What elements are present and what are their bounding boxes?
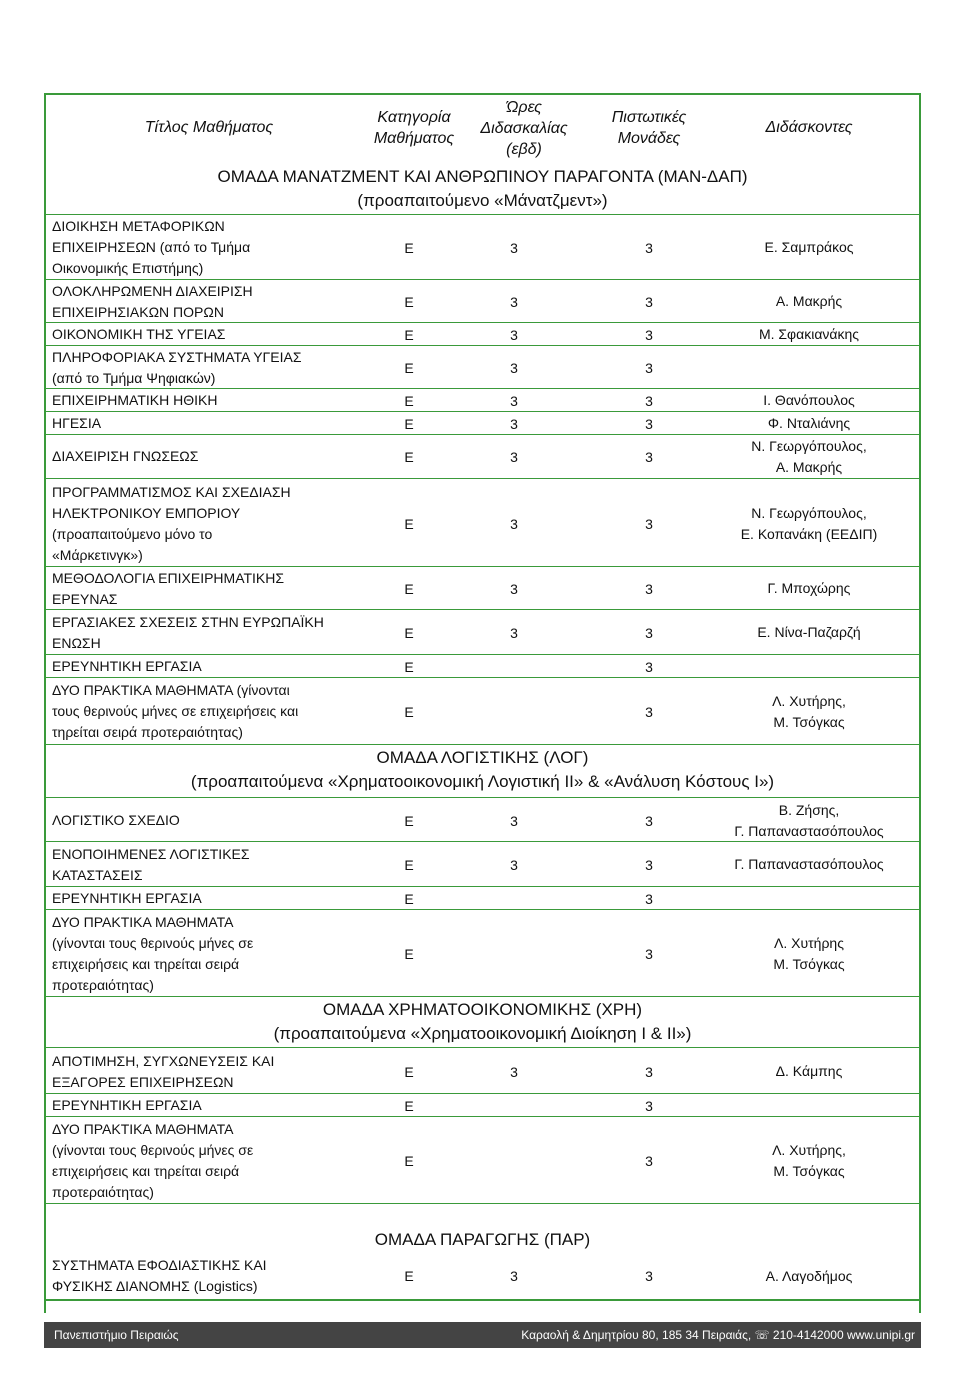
- course-category: Ε: [404, 515, 414, 532]
- course-teachers: [704, 347, 914, 388]
- group-log-line2: (προαπαιτούμενα «Χρηματοοικονομική Λογιστική ΙΙ» & «Ανάλυση Κόστους Ι»): [190, 772, 775, 791]
- group-par-line1: ΟΜΑΔΑ ΠΑΡΑΓΩΓΗΣ (ΠΑΡ): [374, 1230, 591, 1249]
- header-teachers: Διδάσκοντες: [765, 119, 853, 136]
- course-teachers: [704, 1253, 914, 1299]
- course-row: [44, 568, 921, 610]
- course-teachers: [704, 390, 914, 411]
- course-title-line: ΜΕΘΟΔΟΛΟΓΙΑ ΕΠΙΧΕΙΡΗΜΑΤΙΚΗΣ: [52, 569, 285, 586]
- teacher-name: Α. Λαγοδήμος: [765, 1267, 853, 1284]
- teacher-name: Μ. Τσόγκας: [773, 713, 845, 730]
- footer-university: Πανεπιστήμιο Πειραιώς: [54, 1328, 179, 1342]
- teacher-name: Λ. Χυτήρης,: [772, 1141, 846, 1158]
- group-log-heading: [44, 746, 921, 798]
- group-xrh-line1: ΟΜΑΔΑ ΧΡΗΜΑΤΟΟΙΚΟΝΟΜΙΚΗΣ (ΧΡΗ): [322, 1000, 643, 1019]
- course-title: [52, 800, 352, 841]
- course-row: [44, 611, 921, 655]
- teacher-name: Ε. Νίνα-Παζαρζή: [757, 624, 861, 640]
- group-man-line1: ΟΜΑΔΑ ΜΑΝΑΤΖΜΕΝΤ ΚΑΙ ΑΝΘΡΩΠΙΝΟΥ ΠΑΡΑΓΟΝΤΑ (ΜΑΝ-ΔΑΠ): [217, 167, 748, 186]
- course-teachers: [704, 911, 914, 996]
- course-title-line: ΕΡΕΥΝΑΣ: [52, 590, 118, 607]
- course-credits: 3: [645, 890, 653, 907]
- teacher-name: Δ. Κάμπης: [775, 1063, 843, 1079]
- course-row: [44, 324, 921, 346]
- course-title: [52, 679, 352, 744]
- course-credits: 3: [645, 1152, 653, 1169]
- course-title: [52, 435, 352, 478]
- course-category: Ε: [404, 239, 414, 256]
- course-credits: 3: [645, 448, 653, 465]
- course-title-line: ΕΠΙΧΕΙΡΗΣΙΑΚΩΝ ΠΟΡΩΝ: [52, 303, 224, 320]
- group-par-heading: [44, 1203, 921, 1253]
- course-title-line: ΕΞΑΓΟΡΕΣ ΕΠΙΧΕΙΡΗΣΕΩΝ: [52, 1073, 234, 1090]
- course-title-line: ΟΛΟΚΛΗΡΩΜΕΝΗ ΔΙΑΧΕΙΡΙΣΗ: [52, 282, 253, 299]
- course-teachers: [704, 888, 914, 909]
- course-title-line: επιχειρήσεις και τηρείται σειρά: [52, 1162, 240, 1179]
- course-hours: 3: [510, 1063, 518, 1080]
- header-category: [354, 95, 474, 161]
- course-teachers: [704, 656, 914, 677]
- course-credits: 3: [645, 856, 653, 873]
- group-man-line2: (προαπαιτούμενο «Μάνατζμεντ»): [357, 191, 608, 210]
- course-row: [44, 413, 921, 435]
- course-row: [44, 679, 921, 745]
- course-teachers: [704, 413, 914, 434]
- course-title-line: ΗΛΕΚΤΡΟΝΙΚΟΥ ΕΜΠΟΡΙΟΥ: [52, 504, 241, 521]
- course-title-line: ΔΥΟ ΠΡΑΚΤΙΚΑ ΜΑΘΗΜΑΤΑ: [52, 1120, 234, 1137]
- teacher-name: Γ. Μποχώρης: [767, 580, 851, 596]
- course-title: [52, 324, 352, 345]
- header-hours-l1: Ώρες: [506, 98, 542, 116]
- course-row: [44, 800, 921, 842]
- course-hours: 3: [510, 448, 518, 465]
- teacher-name: Μ. Τσόγκας: [773, 955, 845, 972]
- course-credits: 3: [645, 359, 653, 376]
- course-category: Ε: [404, 448, 414, 465]
- header-hours-l3: (εβδ): [506, 140, 542, 158]
- group-xrh-line2: (προαπαιτούμενα «Χρηματοοικονομική Διοίκηση Ι & ΙΙ»): [273, 1024, 692, 1043]
- footer-contact: Καραολή & Δημητρίου 80, 185 34 Πειραιάς, ☏ 210-4142000 www.unipi.gr: [521, 1328, 915, 1342]
- course-hours: [499, 1118, 529, 1203]
- course-title-line: ΗΓΕΣΙΑ: [52, 415, 102, 431]
- course-category: Ε: [404, 856, 414, 873]
- course-row: [44, 843, 921, 887]
- table-header: [44, 95, 921, 161]
- course-title: [52, 888, 352, 909]
- course-teachers: [704, 281, 914, 322]
- course-title: [52, 843, 352, 886]
- course-row: [44, 1253, 921, 1301]
- course-hours: 3: [510, 1268, 518, 1284]
- course-category: Ε: [404, 1268, 414, 1284]
- course-credits: 3: [645, 415, 653, 432]
- course-category: Ε: [404, 415, 414, 432]
- course-hours: [499, 656, 529, 677]
- course-row: [44, 281, 921, 323]
- course-title-line: (από το Τμήμα Ψηφιακών): [52, 369, 216, 386]
- course-title-line: τους θερινούς μήνες σε επιχειρήσεις και: [52, 703, 299, 719]
- course-hours: [499, 911, 529, 996]
- teacher-name: Μ. Σφακιανάκης: [758, 326, 860, 342]
- teacher-name: Ε. Σαμπράκος: [764, 239, 854, 255]
- course-hours: 3: [510, 239, 518, 256]
- course-title-line: ΔΥΟ ΠΡΑΚΤΙΚΑ ΜΑΘΗΜΑΤΑ: [52, 913, 234, 930]
- course-title-line: ΔΥΟ ΠΡΑΚΤΙΚΑ ΜΑΘΗΜΑΤΑ (γίνονται: [52, 682, 290, 698]
- teacher-name: Ι. Θανόπουλος: [763, 392, 855, 408]
- header-credits-l2: Μονάδες: [617, 130, 681, 147]
- course-category: Ε: [404, 359, 414, 376]
- course-row: [44, 656, 921, 678]
- course-title-line: ΣΥΣΤΗΜΑΤΑ ΕΦΟΔΙΑΣΤΙΚΗΣ ΚΑΙ: [52, 1257, 267, 1273]
- course-teachers: [704, 679, 914, 744]
- course-title-line: ΠΡΟΓΡΑΜΜΑΤΙΣΜΟΣ ΚΑΙ ΣΧΕΔΙΑΣΗ: [52, 483, 291, 500]
- course-title-line: ΕΝΩΣΗ: [52, 634, 101, 651]
- course-title: [52, 216, 352, 279]
- course-title: [52, 281, 352, 322]
- course-hours: 3: [510, 415, 518, 432]
- teacher-name: Β. Ζήσης,: [778, 801, 840, 818]
- course-title-line: ΕΡΕΥΝΗΤΙΚΗ ΕΡΓΑΣΙΑ: [52, 1097, 202, 1113]
- course-row: [44, 1050, 921, 1094]
- course-row: [44, 888, 921, 910]
- course-credits: 3: [645, 1097, 653, 1114]
- course-credits: 3: [645, 326, 653, 343]
- course-title: [52, 481, 352, 566]
- course-teachers: [704, 1050, 914, 1093]
- teacher-name: Α. Μακρής: [775, 293, 843, 309]
- course-title: [52, 611, 352, 654]
- course-category: Ε: [404, 890, 414, 907]
- course-teachers: [704, 216, 914, 279]
- course-credits: 3: [645, 812, 653, 829]
- course-title-line: τηρείται σειρά προτεραιότητας): [52, 724, 243, 740]
- course-category: Ε: [404, 1063, 414, 1080]
- course-title-line: ΦΥΣΙΚΗΣ ΔΙΑΝΟΜΗΣ (Logistics): [52, 1278, 258, 1294]
- course-hours: 3: [510, 812, 518, 829]
- course-title: [52, 413, 352, 434]
- course-teachers: [704, 611, 914, 654]
- header-credits-l1: Πιστωτικές: [611, 109, 687, 126]
- course-row: [44, 435, 921, 479]
- teacher-name: Α. Μακρής: [775, 458, 843, 475]
- course-category: Ε: [404, 703, 414, 720]
- course-teachers: [704, 843, 914, 886]
- course-title-line: ΕΠΙΧΕΙΡΗΜΑΤΙΚΗ ΗΘΙΚΗ: [52, 392, 218, 408]
- course-teachers: [704, 1118, 914, 1203]
- course-hours: 3: [510, 359, 518, 376]
- course-title-line: επιχειρήσεις και τηρείται σειρά: [52, 955, 240, 972]
- course-credits: 3: [645, 1063, 653, 1080]
- course-title-line: ΕΡΕΥΝΗΤΙΚΗ ΕΡΓΑΣΙΑ: [52, 658, 202, 674]
- header-hours-l2: Διδασκαλίας: [480, 119, 568, 137]
- course-row: [44, 216, 921, 280]
- course-row: [44, 1118, 921, 1204]
- course-title-line: (προαπαιτούμενο μόνο το: [52, 525, 213, 542]
- course-row: [44, 347, 921, 389]
- course-title-line: ΕΝΟΠΟΙΗΜΕΝΕΣ ΛΟΓΙΣΤΙΚΕΣ: [52, 845, 250, 862]
- course-title: [52, 568, 352, 609]
- teacher-name: Λ. Χυτήρης,: [772, 692, 846, 709]
- course-row: [44, 911, 921, 997]
- teacher-name: Ν. Γεωργόπουλος,: [751, 504, 867, 521]
- course-credits: 3: [645, 239, 653, 256]
- course-category: Ε: [404, 326, 414, 343]
- course-category: Ε: [404, 624, 414, 641]
- group-log-line1: ΟΜΑΔΑ ΛΟΓΙΣΤΙΚΗΣ (ΛΟΓ): [376, 748, 589, 767]
- teacher-name: Γ. Παπαναστασόπουλος: [734, 856, 884, 872]
- header-hours: [469, 95, 579, 161]
- course-title-line: ΕΡΕΥΝΗΤΙΚΗ ΕΡΓΑΣΙΑ: [52, 890, 202, 906]
- header-credits: [594, 95, 704, 161]
- course-hours: 3: [510, 293, 518, 310]
- course-hours: 3: [510, 624, 518, 641]
- group-man-heading: [44, 163, 921, 215]
- course-hours: 3: [510, 856, 518, 873]
- course-title: [52, 390, 352, 411]
- course-hours: 3: [510, 392, 518, 409]
- course-title-line: προτεραιότητας): [52, 1183, 154, 1200]
- course-title-line: ΑΠΟΤΙΜΗΣΗ, ΣΥΓΧΩΝΕΥΣΕΙΣ ΚΑΙ: [52, 1052, 275, 1069]
- course-category: Ε: [404, 1152, 414, 1169]
- course-title-line: ΕΡΓΑΣΙΑΚΕΣ ΣΧΕΣΕΙΣ ΣΤΗΝ ΕΥΡΩΠΑΪΚΗ: [52, 613, 324, 630]
- course-teachers: [704, 481, 914, 566]
- header-category-l1: Κατηγορία: [377, 109, 451, 126]
- course-credits: 3: [645, 392, 653, 409]
- course-row: [44, 1095, 921, 1117]
- course-title-line: ΟΙΚΟΝΟΜΙΚΗ ΤΗΣ ΥΓΕΙΑΣ: [52, 326, 226, 342]
- course-title-line: Οικονομικής Επιστήμης): [52, 260, 204, 276]
- course-credits: 3: [645, 703, 653, 720]
- teacher-name: Μ. Τσόγκας: [773, 1162, 845, 1179]
- course-title-line: «Μάρκετινγκ»): [52, 546, 143, 563]
- header-category-l2: Μαθήματος: [373, 130, 455, 147]
- course-teachers: [704, 324, 914, 345]
- course-title: [52, 656, 352, 677]
- course-hours: 3: [510, 326, 518, 343]
- course-teachers: [704, 568, 914, 609]
- course-title-line: ΚΑΤΑΣΤΑΣΕΙΣ: [52, 866, 143, 883]
- page-footer: [44, 1322, 921, 1348]
- course-title-line: ΠΛΗΡΟΦΟΡΙΑΚΑ ΣΥΣΤΗΜΑΤΑ ΥΓΕΙΑΣ: [52, 348, 302, 365]
- course-credits: 3: [645, 624, 653, 641]
- course-row: [44, 481, 921, 567]
- course-hours: 3: [510, 515, 518, 532]
- course-category: Ε: [404, 658, 414, 675]
- course-credits: 3: [645, 580, 653, 597]
- course-title: [52, 1118, 352, 1203]
- course-title: [52, 1050, 352, 1093]
- teacher-name: Λ. Χυτήρης: [774, 934, 844, 951]
- course-credits: 3: [645, 658, 653, 675]
- course-title-line: (γίνονται τους θερινούς μήνες σε: [52, 934, 254, 951]
- course-credits: 3: [645, 1268, 653, 1284]
- teacher-name: Γ. Παπαναστασόπουλος: [734, 822, 884, 839]
- teacher-name: Ε. Κοπανάκη (ΕΕΔΙΠ): [740, 525, 878, 542]
- course-teachers: [704, 1095, 914, 1116]
- course-category: Ε: [404, 1097, 414, 1114]
- course-title: [52, 1253, 352, 1299]
- course-row: [44, 390, 921, 412]
- group-xrh-heading: [44, 998, 921, 1048]
- course-category: Ε: [404, 580, 414, 597]
- teacher-name: Ν. Γεωργόπουλος,: [751, 437, 867, 454]
- course-category: Ε: [404, 293, 414, 310]
- course-category: Ε: [404, 392, 414, 409]
- course-credits: 3: [645, 515, 653, 532]
- teacher-name: Φ. Νταλιάνης: [767, 415, 851, 431]
- course-title: [52, 911, 352, 996]
- course-teachers: [704, 435, 914, 478]
- course-title: [52, 1095, 352, 1116]
- course-credits: 3: [645, 945, 653, 962]
- header-title: Τίτλος Μαθήματος: [144, 119, 274, 136]
- course-title-line: ΕΠΙΧΕΙΡΗΣΕΩΝ (από το Τμήμα: [52, 239, 251, 255]
- course-teachers: [704, 800, 914, 841]
- course-title: [52, 347, 352, 388]
- course-title-line: ΔΙΑΧΕΙΡΙΣΗ ΓΝΩΣΕΩΣ: [52, 448, 199, 464]
- course-credits: 3: [645, 293, 653, 310]
- course-title-line: ΔΙΟΙΚΗΣΗ ΜΕΤΑΦΟΡΙΚΩΝ: [52, 218, 225, 234]
- course-hours: [499, 679, 529, 744]
- course-category: Ε: [404, 812, 414, 829]
- course-hours: [499, 1095, 529, 1116]
- course-title-line: προτεραιότητας): [52, 976, 154, 993]
- course-hours: 3: [510, 580, 518, 597]
- course-title-line: ΛΟΓΙΣΤΙΚΟ ΣΧΕΔΙΟ: [52, 812, 180, 828]
- course-title-line: (γίνονται τους θερινούς μήνες σε: [52, 1141, 254, 1158]
- course-category: Ε: [404, 945, 414, 962]
- course-hours: [499, 888, 529, 909]
